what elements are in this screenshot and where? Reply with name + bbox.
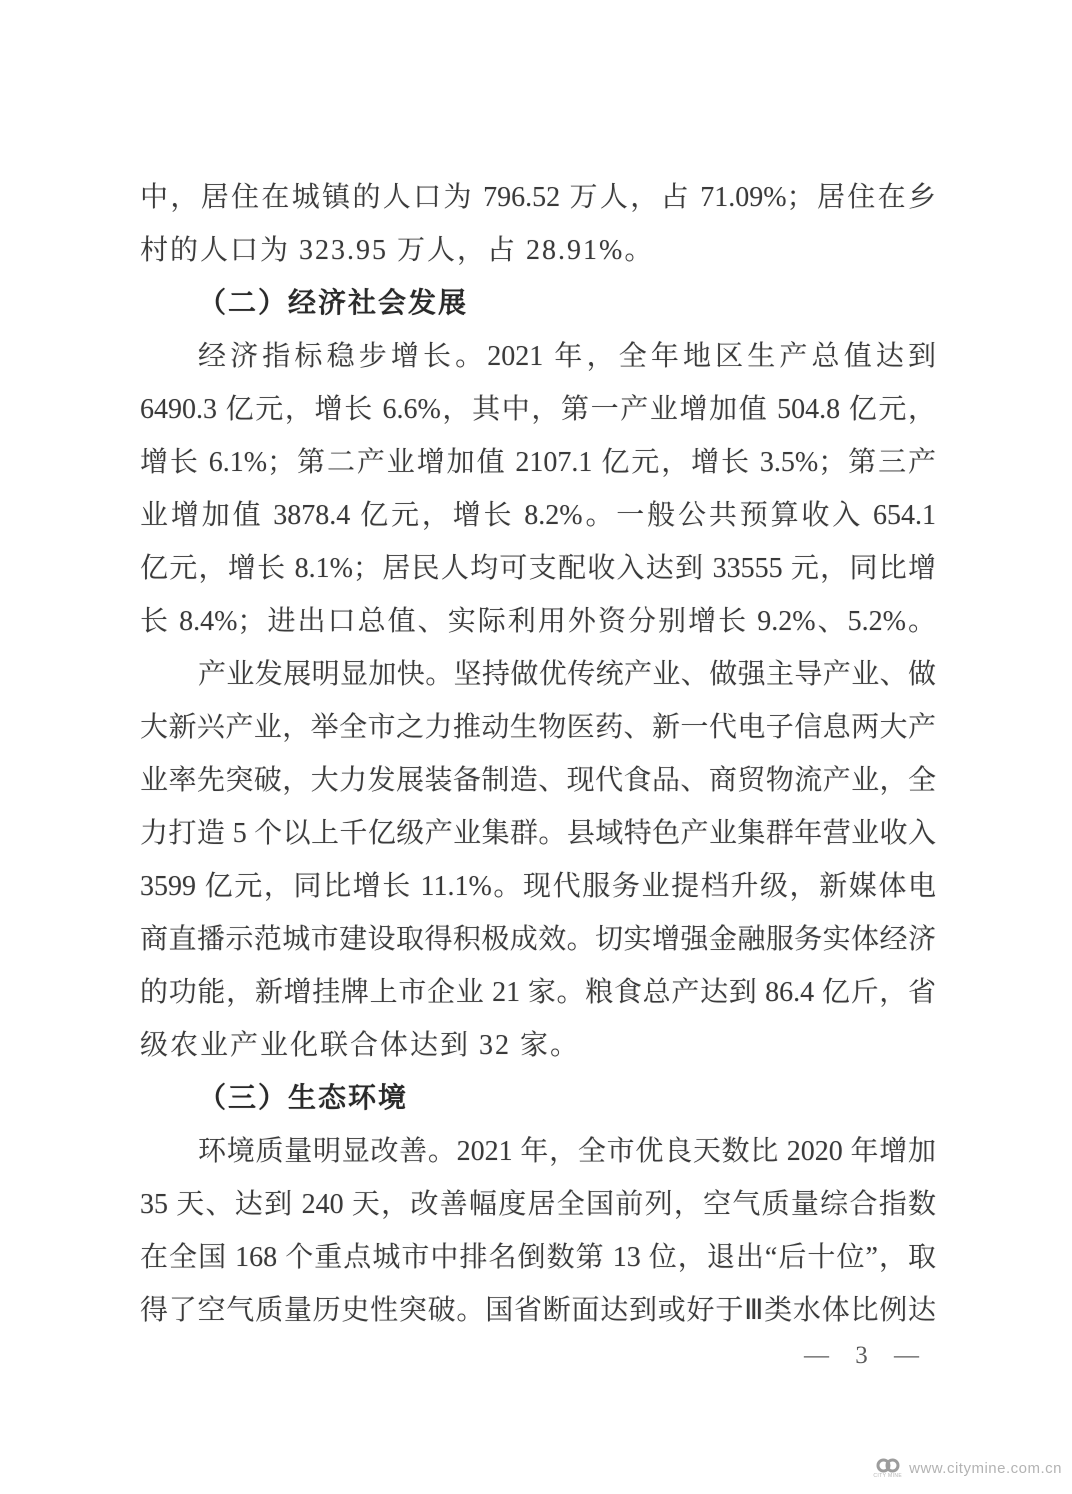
- document-line: 6490.3 亿元，增长 6.6%，其中，第一产业增加值 504.8 亿元，: [140, 394, 936, 425]
- document-line: 增长 6.1%；第二产业增加值 2107.1 亿元，增长 3.5%；第三产: [140, 447, 936, 478]
- document-line: 产业发展明显加快。坚持做优传统产业、做强主导产业、做: [198, 659, 936, 690]
- page-number: — 3 —: [804, 1342, 920, 1369]
- section-heading: （三）生态环境: [198, 1083, 409, 1114]
- document-line: 业增加值 3878.4 亿元，增长 8.2%。一般公共预算收入 654.1: [140, 500, 936, 531]
- watermark-text: www.citymine.com.cn: [909, 1460, 1062, 1477]
- document-line: 长 8.4%；进出口总值、实际利用外资分别增长 9.2%、5.2%。: [140, 606, 936, 637]
- section-heading: （二）经济社会发展: [198, 288, 469, 319]
- document-line: 亿元，增长 8.1%；居民人均可支配收入达到 33555 元，同比增: [140, 553, 936, 584]
- watermark: [873, 1458, 1062, 1479]
- document-line: 业率先突破，大力发展装备制造、现代食品、商贸物流产业，全: [140, 765, 936, 796]
- document-line: 村的人口为 323.95 万人，占 28.91%。: [140, 235, 655, 266]
- document-line: 中，居住在城镇的人口为 796.52 万人，占 71.09%；居住在乡: [140, 182, 936, 213]
- document-line: 力打造 5 个以上千亿级产业集群。县域特色产业集群年营业收入: [140, 818, 936, 849]
- document-line: 在全国 168 个重点城市中排名倒数第 13 位，退出“后十位”，取: [140, 1242, 936, 1273]
- document-line: 得了空气质量历史性突破。国省断面达到或好于Ⅲ类水体比例达: [140, 1295, 936, 1326]
- document-line: 经济指标稳步增长。2021 年，全年地区生产总值达到: [198, 341, 936, 372]
- document-line: 商直播示范城市建设取得积极成效。切实增强金融服务实体经济: [140, 924, 936, 955]
- document-line: 大新兴产业，举全市之力推动生物医药、新一代电子信息两大产: [140, 712, 936, 743]
- logo-caption: CITY MINE: [873, 1473, 903, 1479]
- citymine-logo-icon: [873, 1458, 902, 1479]
- document-line: 级农业产业化联合体达到 32 家。: [140, 1030, 581, 1061]
- document-line: 3599 亿元，同比增长 11.1%。现代服务业提档升级，新媒体电: [140, 871, 936, 902]
- document-line: 35 天、达到 240 天，改善幅度居全国前列，空气质量综合指数: [140, 1189, 936, 1220]
- document-line: 环境质量明显改善。2021 年，全市优良天数比 2020 年增加: [198, 1136, 936, 1167]
- document-line: 的功能，新增挂牌上市企业 21 家。粮食总产达到 86.4 亿斤，省: [140, 977, 936, 1008]
- text-block: [140, 171, 936, 1337]
